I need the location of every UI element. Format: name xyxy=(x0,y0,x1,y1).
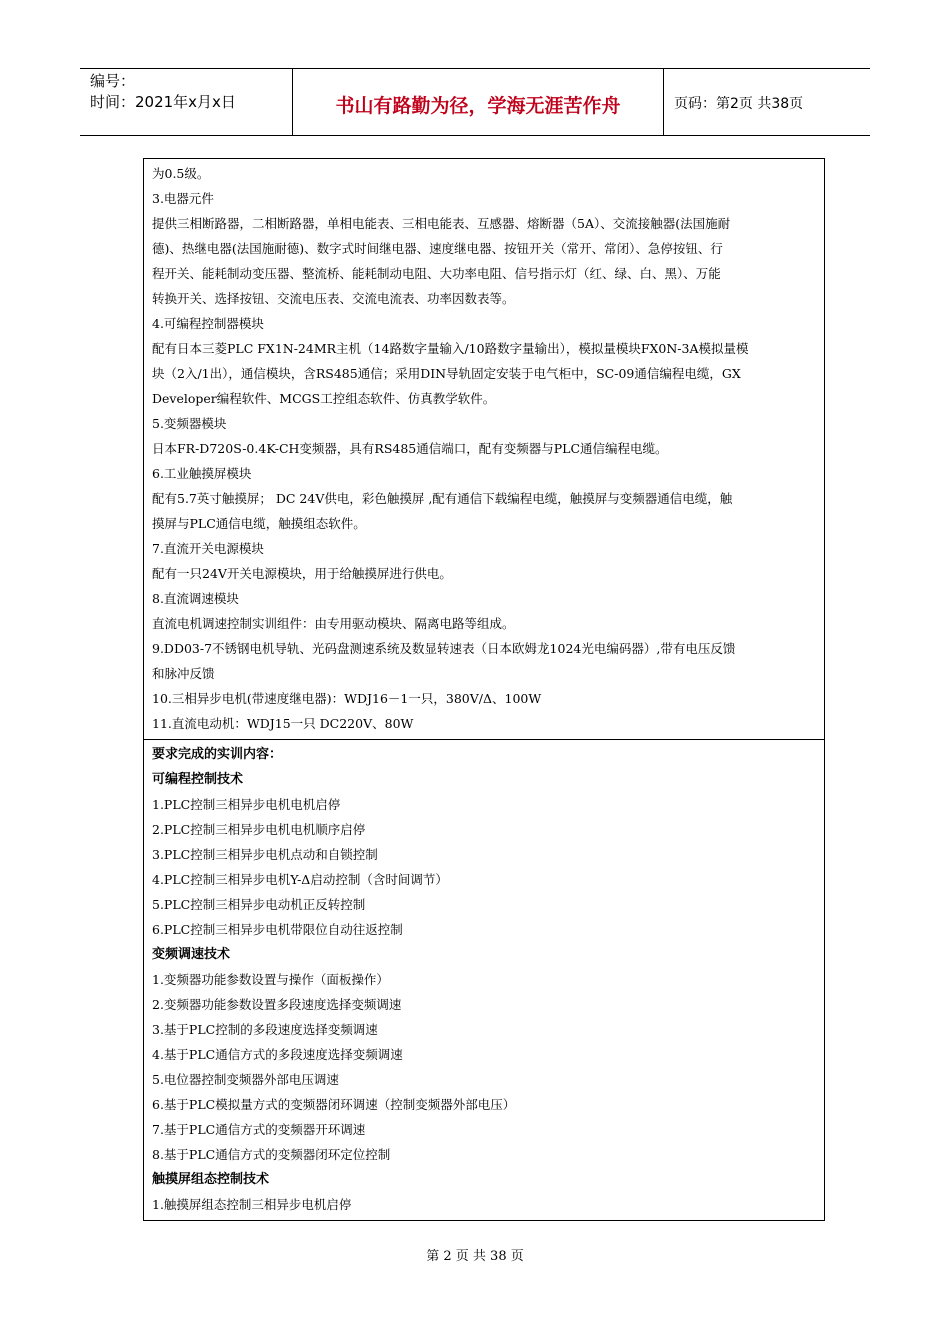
plc-item: 2.PLC控制三相异步电机电机顺序启停 xyxy=(152,822,366,837)
equipment-line: 11.直流电动机：WDJ15一只 DC220V、80W xyxy=(152,716,414,731)
equipment-line: 转换开关、选择按钮、交流电压表、交流电流表、功率因数表等。 xyxy=(152,291,515,306)
header-page-code: 页码：第2页 共38页 xyxy=(674,96,804,112)
plc-item: 4.PLC控制三相异步电机Y-Δ启动控制（含时间调节） xyxy=(152,872,448,887)
equipment-line: 7.直流开关电源模块 xyxy=(152,541,264,556)
page-header xyxy=(80,68,870,136)
vfd-item: 6.基于PLC模拟量方式的变频器闭环调速（控制变频器外部电压） xyxy=(152,1097,516,1112)
hmi-heading: 触摸屏组态控制技术 xyxy=(152,1172,270,1187)
equipment-line: Developer编程软件、MCGS工控组态软件、仿真教学软件。 xyxy=(152,391,496,406)
header-meta xyxy=(80,69,293,135)
equipment-line: 和脉冲反馈 xyxy=(152,666,215,681)
vfd-item: 5.电位器控制变频器外部电压调速 xyxy=(152,1072,339,1087)
equipment-line: 摸屏与PLC通信电缆，触摸组态软件。 xyxy=(152,516,366,531)
vfd-item: 4.基于PLC通信方式的多段速度选择变频调速 xyxy=(152,1047,403,1062)
plc-item: 1.PLC控制三相异步电机电机启停 xyxy=(152,797,341,812)
equipment-line: 4.可编程控制器模块 xyxy=(152,316,264,331)
equipment-line: 配有5.7英寸触摸屏； DC 24V供电，彩色触摸屏 ,配有通信下载编程电缆，触摸屏与变频器通信电缆，触 xyxy=(152,491,733,506)
content-table xyxy=(143,158,825,1221)
plc-item: 5.PLC控制三相异步电动机正反转控制 xyxy=(152,897,366,912)
vfd-item: 3.基于PLC控制的多段速度选择变频调速 xyxy=(152,1022,378,1037)
equipment-line: 提供三相断路器，二相断路器，单相电能表、三相电能表、互感器、熔断器（5A）、交流接触器(法国施耐 xyxy=(152,216,731,231)
plc-item: 3.PLC控制三相异步电机点动和自锁控制 xyxy=(152,847,378,862)
vfd-item: 7.基于PLC通信方式的变频器开环调速 xyxy=(152,1122,366,1137)
document-number-label: 编号： xyxy=(90,72,136,90)
equipment-line: 9.DD03-7不锈钢电机导轨、光码盘测速系统及数显转速表（日本欧姆龙1024光电编码器）,带有电压反馈 xyxy=(152,641,736,656)
vfd-item: 2.变频器功能参数设置多段速度选择变频调速 xyxy=(152,997,402,1012)
plc-heading: 可编程控制技术 xyxy=(152,772,244,787)
equipment-line: 块（2入/1出），通信模块，含RS485通信；采用DIN导轨固定安装于电气柜中，SC-09通信编程电缆，GX xyxy=(152,366,741,381)
hmi-item: 1.触摸屏组态控制三相异步电机启停 xyxy=(152,1197,352,1212)
page-footer: 第 2 页 共 38 页 xyxy=(426,1249,524,1264)
equipment-line: 为0.5级。 xyxy=(152,166,210,181)
training-title: 要求完成的实训内容： xyxy=(152,747,283,762)
equipment-line: 直流电机调速控制实训组件：由专用驱动模块、隔离电路等组成。 xyxy=(152,616,515,631)
equipment-line: 8.直流调速模块 xyxy=(152,591,239,606)
training-section xyxy=(144,739,824,1220)
equipment-line: 5.变频器模块 xyxy=(152,416,227,431)
document-time: 时间：2021年x月x日 xyxy=(90,93,236,111)
equipment-line: 德)、热继电器(法国施耐德)、数字式时间继电器、速度继电器、按钮开关（常开、常闭）、急停按钮、行 xyxy=(152,241,723,256)
plc-item: 6.PLC控制三相异步电机带限位自动往返控制 xyxy=(152,922,403,937)
equipment-section xyxy=(144,159,824,739)
equipment-line: 日本FR-D720S-0.4K-CH变频器，具有RS485通信端口，配有变频器与PLC通信编程电缆。 xyxy=(152,441,668,456)
equipment-line: 3.电器元件 xyxy=(152,191,214,206)
equipment-line: 10.三相异步电机(带速度继电器)：WDJ16－1一只，380V/Δ、100W xyxy=(152,691,542,706)
equipment-line: 程开关、能耗制动变压器、整流桥、能耗制动电阻、大功率电阻、信号指示灯（红、绿、白、黑）、万能 xyxy=(152,266,721,281)
vfd-item: 1.变频器功能参数设置与操作（面板操作） xyxy=(152,972,389,987)
vfd-item: 8.基于PLC通信方式的变频器闭环定位控制 xyxy=(152,1147,391,1162)
equipment-line: 配有日本三菱PLC FX1N-24MR主机（14路数字量输入/10路数字量输出），模拟量模块FX0N-3A模拟量模 xyxy=(152,341,749,356)
equipment-line: 配有一只24V开关电源模块，用于给触摸屏进行供电。 xyxy=(152,566,452,581)
equipment-line: 6.工业触摸屏模块 xyxy=(152,466,252,481)
vfd-heading: 变频调速技术 xyxy=(152,947,231,962)
header-motto: 书山有路勤为径，学海无涯苦作舟 xyxy=(293,69,664,135)
